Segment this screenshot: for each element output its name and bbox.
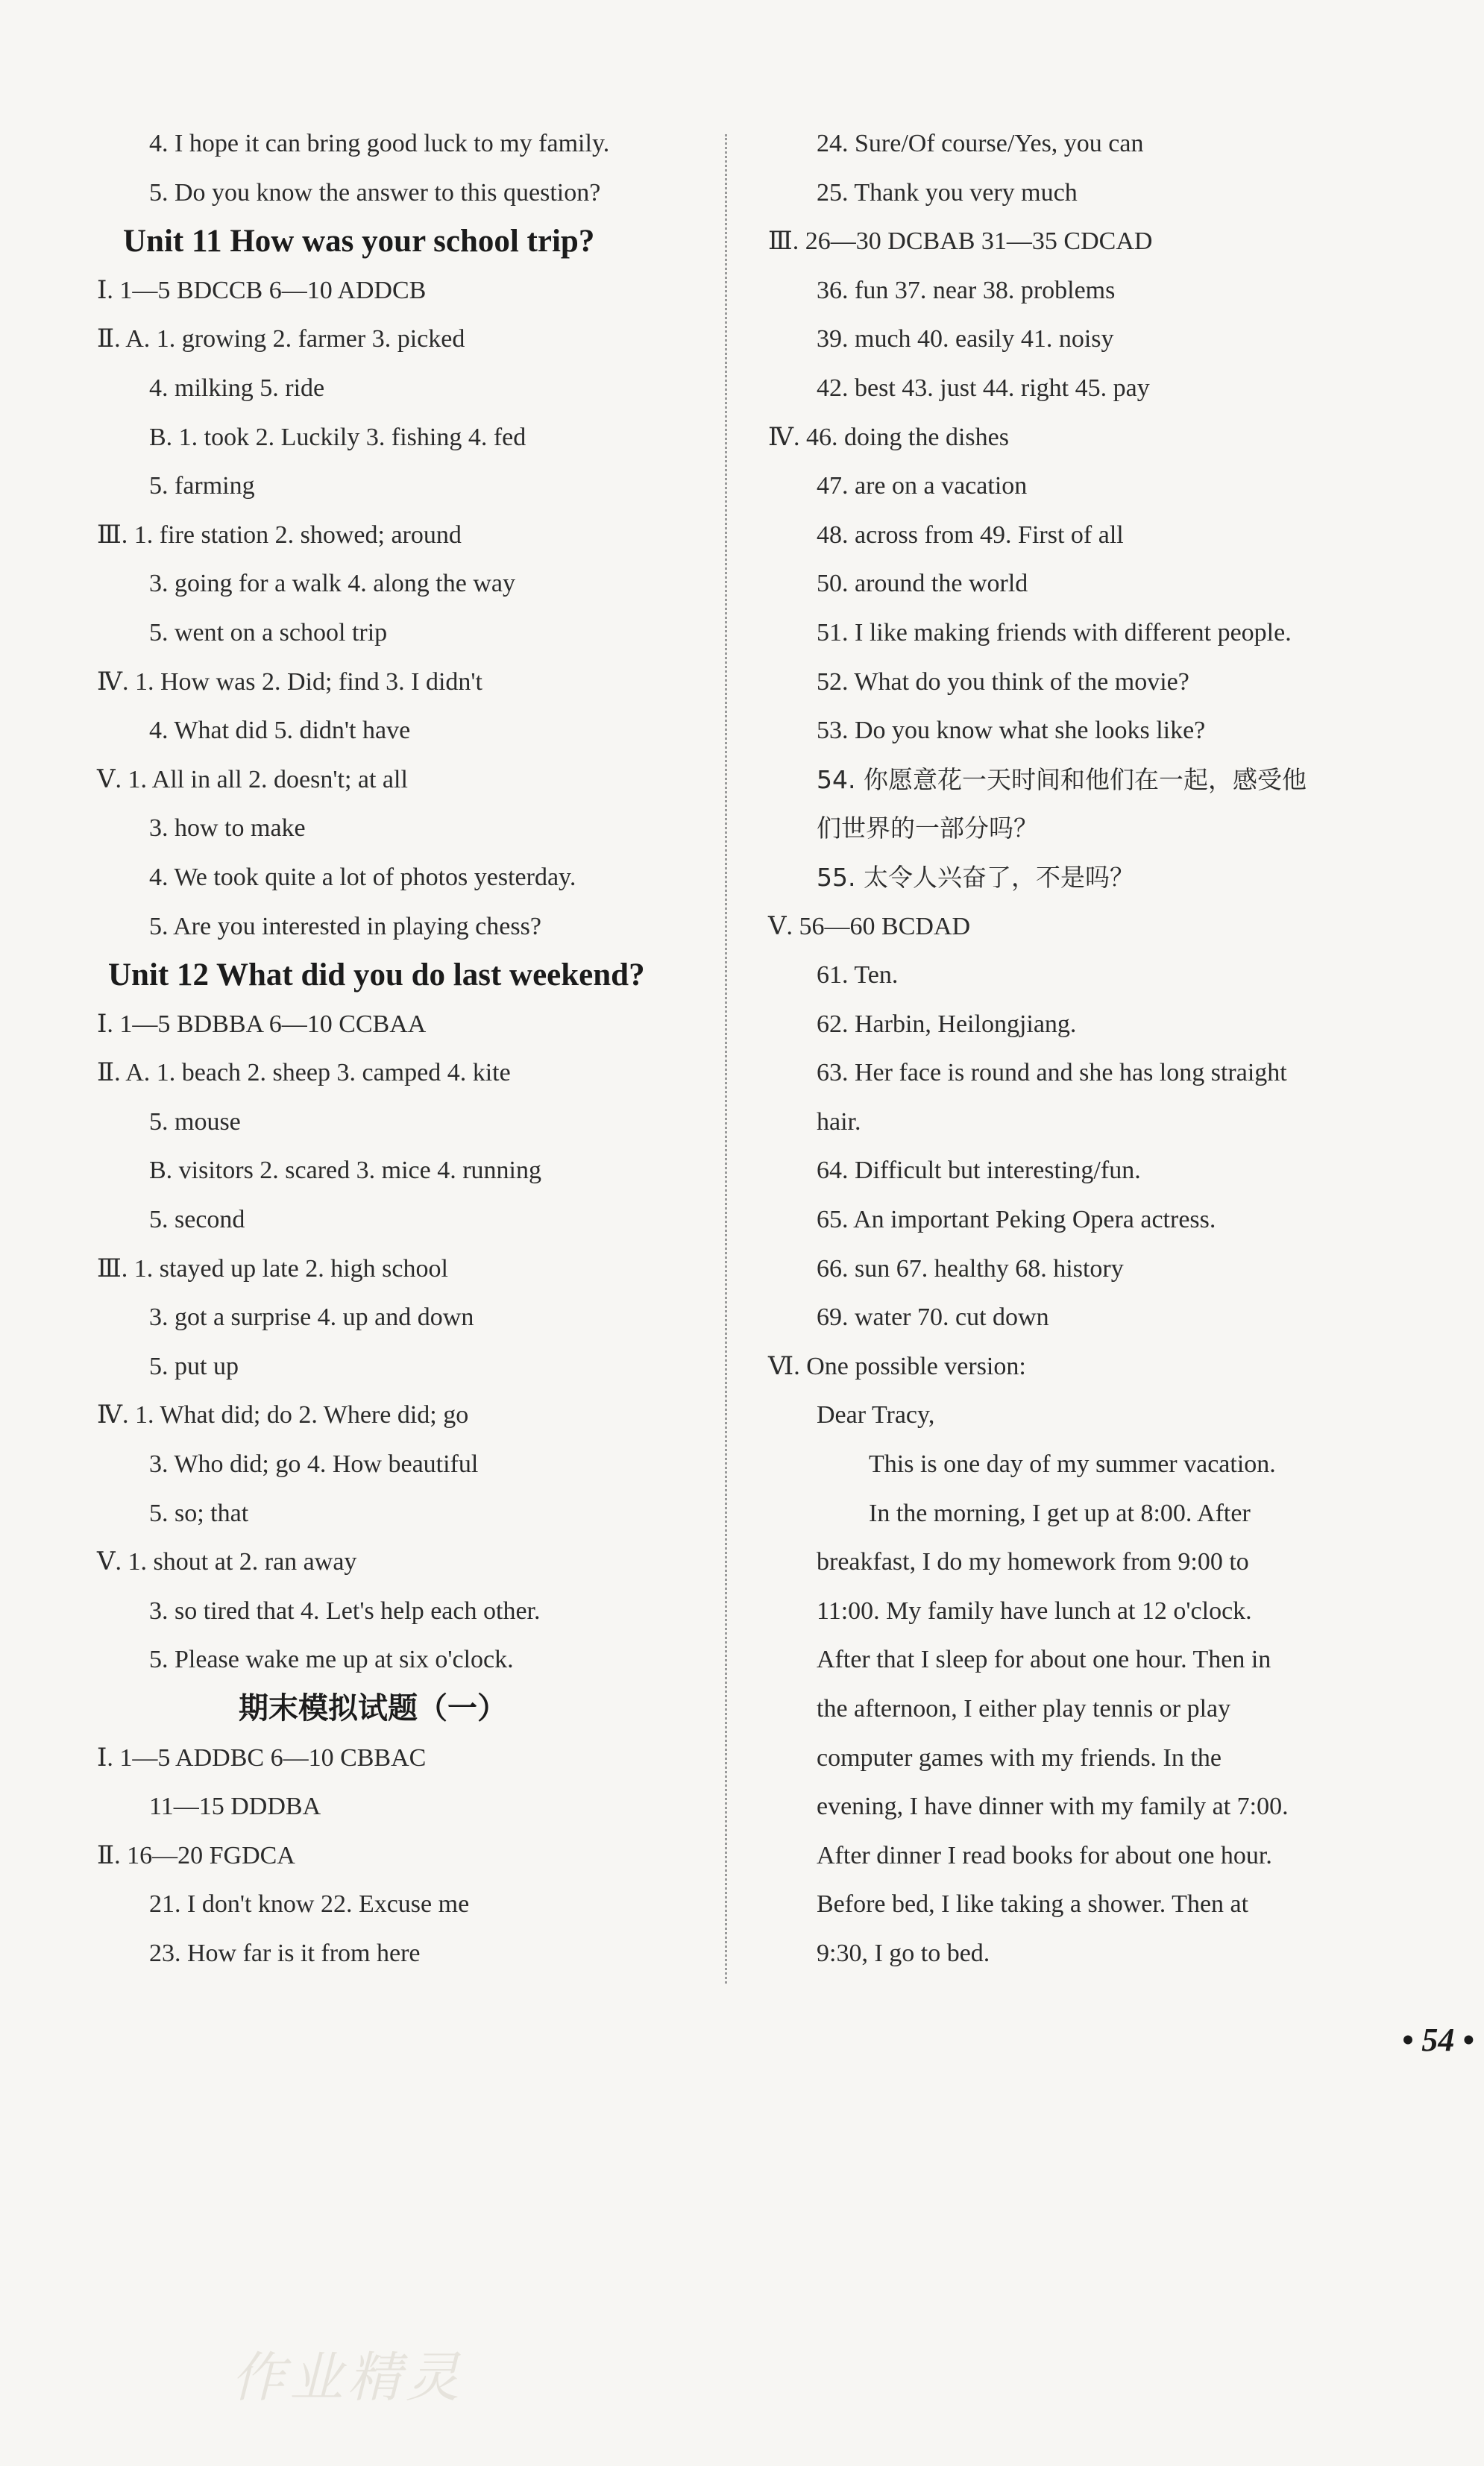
- answer-line: 3. Who did; go 4. How beautiful: [149, 1450, 479, 1479]
- answer-line: Ⅰ. 1—5 BDCCB 6—10 ADDCB: [97, 276, 427, 304]
- answer-line: 52. What do you think of the movie?: [817, 667, 1189, 696]
- answer-line: Ⅱ. A. 1. beach 2. sheep 3. camped 4. kite: [97, 1059, 511, 1087]
- answer-line: 3. got a surprise 4. up and down: [149, 1303, 474, 1332]
- answer-line: 66. sun 67. healthy 68. history: [817, 1254, 1124, 1283]
- answer-line: 65. An important Peking Opera actress.: [817, 1206, 1216, 1234]
- answer-line: 5. second: [149, 1206, 245, 1234]
- answer-line: 39. much 40. easily 41. noisy: [817, 325, 1114, 353]
- answer-line: 62. Harbin, Heilongjiang.: [817, 1010, 1077, 1038]
- answer-line: evening, I have dinner with my family at 7:00.: [817, 1793, 1289, 1821]
- answer-line: 9:30, I go to bed.: [817, 1939, 990, 1967]
- section-heading: 期末模拟试题（一）: [239, 1691, 507, 1726]
- answer-line: After that I sleep for about one hour. Then in: [817, 1646, 1271, 1674]
- answer-line: 61. Ten.: [817, 961, 899, 990]
- answer-line: 11:00. My family have lunch at 12 o'clock.: [817, 1597, 1252, 1625]
- answer-line: the afternoon, I either play tennis or play: [817, 1695, 1231, 1723]
- answer-line: 51. I like making friends with different people.: [817, 618, 1292, 647]
- answer-line: Ⅳ. 1. What did; do 2. Where did; go: [97, 1401, 469, 1429]
- watermark-logo: 作业精灵: [231, 2346, 465, 2409]
- answer-line: Ⅰ. 1—5 BDBBA 6—10 CCBAA: [97, 1010, 427, 1038]
- answer-line: 4. We took quite a lot of photos yesterday.: [149, 863, 576, 891]
- answer-line: Ⅲ. 1. stayed up late 2. high school: [97, 1254, 448, 1283]
- answer-line: Ⅱ. 16—20 FGDCA: [97, 1841, 295, 1869]
- answer-line: B. visitors 2. scared 3. mice 4. running: [149, 1157, 541, 1185]
- answer-line: Ⅰ. 1—5 ADDBC 6—10 CBBAC: [97, 1743, 427, 1772]
- answer-line: Ⅱ. A. 1. growing 2. farmer 3. picked: [97, 325, 465, 353]
- answer-line: 4. I hope it can bring good luck to my family.: [149, 130, 610, 157]
- answer-line: 5. put up: [149, 1352, 239, 1380]
- answer-line: Ⅴ. 1. All in all 2. doesn't; at all: [97, 765, 408, 793]
- answer-line: 4. milking 5. ride: [149, 374, 325, 402]
- left-column: [97, 119, 723, 1978]
- answer-line: Ⅳ. 46. doing the dishes: [768, 423, 1009, 451]
- section-heading: Unit 12 What did you do last weekend?: [108, 957, 645, 993]
- answer-line: 23. How far is it from here: [149, 1939, 421, 1967]
- answer-line: Ⅵ. One possible version:: [768, 1352, 1026, 1380]
- column-divider: [725, 134, 727, 1984]
- answer-line: After dinner I read books for about one hour.: [817, 1841, 1272, 1869]
- answer-line: Ⅴ. 56—60 BCDAD: [768, 912, 971, 940]
- page-number: • 54 •: [1402, 2022, 1474, 2058]
- answer-line: B. 1. took 2. Luckily 3. fishing 4. fed: [149, 423, 526, 451]
- answer-line: 47. are on a vacation: [817, 472, 1028, 500]
- answer-line: 11—15 DDDBA: [149, 1793, 321, 1821]
- answer-line: 55. 太令人兴奋了，不是吗？: [817, 862, 1134, 892]
- answer-line: hair.: [817, 1107, 861, 1136]
- answer-line: 69. water 70. cut down: [817, 1303, 1049, 1332]
- answer-line: 们世界的一部分吗？: [817, 814, 1038, 843]
- answer-line: 3. going for a walk 4. along the way: [149, 570, 515, 598]
- answer-line: 5. mouse: [149, 1107, 241, 1136]
- answer-line: 54. 你愿意花一天时间和他们在一起，感受他: [817, 764, 1307, 794]
- answer-line: 25. Thank you very much: [817, 178, 1078, 207]
- answer-line: 3. how to make: [149, 814, 306, 843]
- answer-line: 48. across from 49. First of all: [817, 520, 1124, 549]
- answer-line: 5. Are you interested in playing chess?: [149, 912, 541, 940]
- answer-line: In the morning, I get up at 8:00. After: [869, 1499, 1251, 1527]
- answer-line: 3. so tired that 4. Let's help each other.: [149, 1597, 541, 1625]
- answer-line: 42. best 43. just 44. right 45. pay: [817, 374, 1150, 402]
- answer-line: Dear Tracy,: [817, 1401, 935, 1429]
- answer-line: 5. farming: [149, 472, 255, 500]
- answer-line: Ⅲ. 1. fire station 2. showed; around: [97, 520, 462, 549]
- answer-line: 5. so; that: [149, 1499, 249, 1527]
- right-column: [768, 119, 1395, 1978]
- answer-line: 4. What did 5. didn't have: [149, 717, 411, 745]
- answer-line: 63. Her face is round and she has long straight: [817, 1059, 1287, 1087]
- answer-line: 5. went on a school trip: [149, 618, 388, 647]
- answer-line: 53. Do you know what she looks like?: [817, 717, 1206, 745]
- answer-line: 24. Sure/Of course/Yes, you can: [817, 130, 1144, 157]
- answer-line: Before bed, I like taking a shower. Then at: [817, 1890, 1249, 1919]
- answer-line: 5. Do you know the answer to this question?: [149, 178, 601, 207]
- answer-line: 50. around the world: [817, 570, 1028, 598]
- answer-line: Ⅳ. 1. How was 2. Did; find 3. I didn't: [97, 667, 483, 696]
- answer-line: 36. fun 37. near 38. problems: [817, 276, 1116, 304]
- answer-line: This is one day of my summer vacation.: [869, 1450, 1276, 1479]
- answer-line: 5. Please wake me up at six o'clock.: [149, 1646, 514, 1674]
- section-heading: Unit 11 How was your school trip?: [123, 224, 595, 260]
- answer-line: Ⅲ. 26—30 DCBAB 31—35 CDCAD: [768, 227, 1153, 256]
- answer-line: breakfast, I do my homework from 9:00 to: [817, 1548, 1249, 1576]
- answer-line: 21. I don't know 22. Excuse me: [149, 1890, 470, 1919]
- answer-line: 64. Difficult but interesting/fun.: [817, 1157, 1141, 1185]
- answer-line: computer games with my friends. In the: [817, 1743, 1222, 1772]
- answer-line: Ⅴ. 1. shout at 2. ran away: [97, 1548, 357, 1576]
